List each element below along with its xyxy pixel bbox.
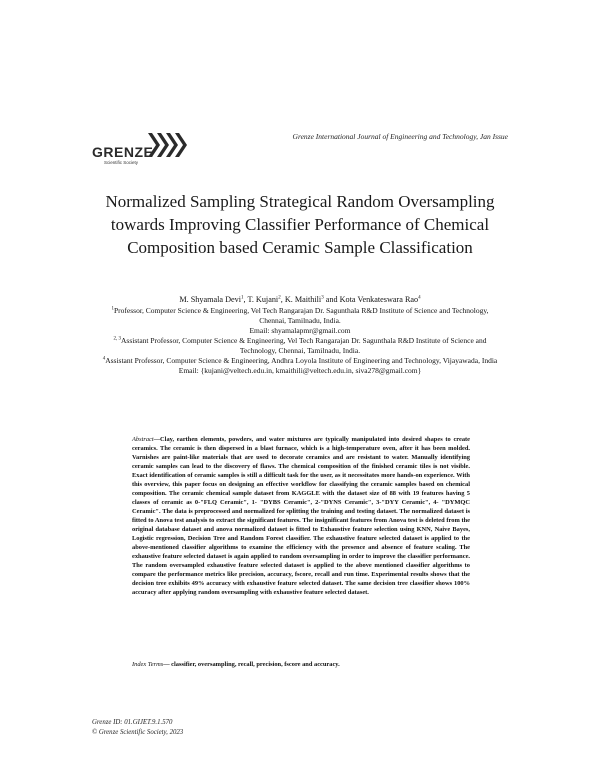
abstract-text: —Clay, earthen elements, powders, and water mixtures are typically manipulated into desired shapes to create ceramics. The ceramic is then dispersed in a blast furnace, which is a high-temperature oven, after it has been molded. Varnishes are paint-like materials that are used to decorate ceramics and are resistant to water. Manually identifying ceramic samples can lead to the discovery of flaws. The chemical composition of the finished ceramic tiles is not visible. Exact identification of ceramic samples is still a difficult task for the user, as it necessitates more hands-on experience. With this overview, this paper focus on designing an effective workflow for classifying the ceramic samples based on chemical composition. The ceramic chemical sample dataset from KAGGLE with the dataset size of 88 with 19 features having 5 classes of ceramic as 0-"FLQ Ceramic", 1- "DYBS Ceramic", 2-"DYNS Ceramic", 3-"DYY Ceramic", 4- "DYMQC Ceramic". The data is preprocessed and normalized for splitting the training and testing dataset. The normalized dataset is fitted to Anova test analysis to extract the significant features. The insignificant features from Anova test is deleted from the original database dataset and anova normalized dataset is fitted to Exhaustive feature selection using KNN, Naive Bayes, Logistic regression, Decision Tree and Random Forest classifier. The exhaustive feature selected dataset is applied to the above-mentioned classifier algorithms to examine the efficiency with the presence and absence of feature scaling. The exhaustive feature selected dataset is again applied to random oversampling in order to improve the classifier performance. The random oversampled exhaustive feature selected dataset is applied to the above mentioned classifier algorithms to compare the performance metrics like precision, accuracy, fscore, recall and run time. Experimental results shows that the decision tree exhibits 49% accuracy with exhaustive feature selected dataset. The same decision tree classifier shows 100% accuracy after applying random oversampling with exhaustive feature selected dataset. [132, 436, 470, 596]
abstract-label: Abstract [132, 436, 154, 443]
logo-text: GRENZE [92, 144, 154, 160]
author-block [100, 295, 500, 376]
author-4: Kota Venkateswara Rao [339, 295, 419, 304]
email-1: Email: shyamalapmr@gmail.com [249, 326, 351, 335]
journal-name: Grenze International Journal of Engineering and Technology, Jan Issue [292, 132, 508, 141]
affiliation-1: $^1$Professor, Computer Science & Engineering, Vel Tech Rangarajan Dr. Sagunthala R&D Institute of Science and Technology, Chennai, Tamilnadu, India. [111, 306, 489, 325]
abstract [132, 435, 470, 597]
footer [92, 718, 183, 738]
author-3: K. Maithili [284, 295, 322, 304]
author-2: T. Kujani [247, 295, 279, 304]
grenze-id: Grenze ID: 01.GIJET.9.1.570 [92, 719, 173, 726]
logo-subtext: Scientific Society [104, 160, 139, 165]
logo-chevrons-icon [148, 130, 188, 160]
email-2: Email: {kujani@veltech.edu.in, kmaithili@veltech.edu.in, siva278@gmail.com} [178, 366, 422, 375]
author-names: M. Shyamala Devi$^1$, T. Kujani$^2$, K. Maithili$^3$ and Kota Venkateswara Rao$^4$ [179, 295, 421, 304]
copyright: © Grenze Scientific Society, 2023 [92, 729, 184, 736]
affiliation-2: $^{2, 3}$Assistant Professor, Computer Science & Engineering, Vel Tech Rangarajan Dr. Sagunthala R&D Institute of Science and Technology, Chennai, Tamilnadu, India. [113, 336, 487, 355]
index-terms-text: — classifier, oversampling, recall, precision, fscore and accuracy. [163, 661, 340, 668]
author-1: M. Shyamala Devi [179, 295, 241, 304]
paper-title: Normalized Sampling Strategical Random Oversampling towards Improving Classifier Performance of Chemical Composition based Ceramic Sample Classification [105, 192, 495, 257]
index-terms-label: Index Terms [132, 661, 164, 668]
index-terms [132, 661, 470, 668]
affiliation-3: $^4$Assistant Professor, Computer Science & Engineering, Andhra Loyola Institute of Engineering and Technology, Vijayawada, India [102, 356, 498, 365]
